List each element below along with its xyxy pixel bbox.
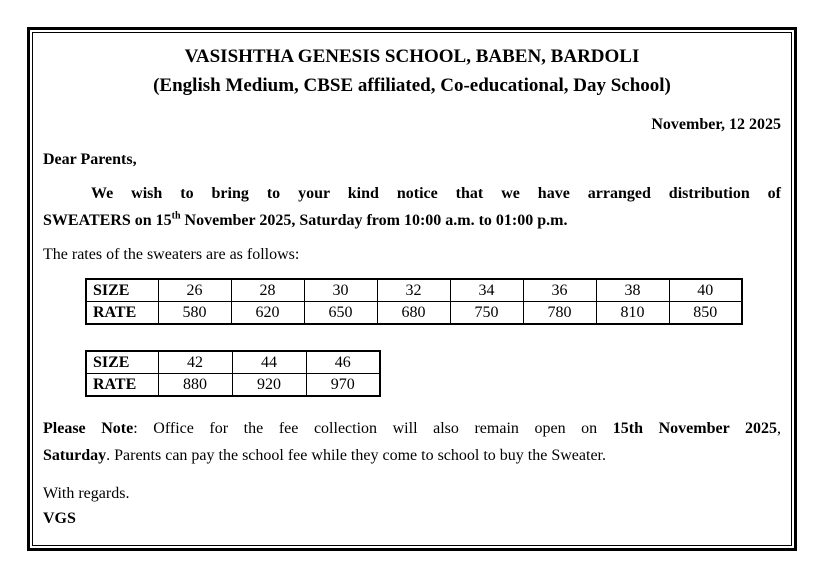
- size-cell: 42: [158, 351, 232, 374]
- table-row: [86, 351, 380, 374]
- rate-table-sizes-26-40: [85, 278, 743, 325]
- table-row: [86, 374, 380, 397]
- closing: With regards.: [43, 485, 130, 502]
- rate-cell: 750: [450, 302, 523, 325]
- signature: VGS: [43, 510, 76, 527]
- rates-intro: The rates of the sweaters are as follows:: [43, 246, 300, 263]
- note-text-2: . Parents can pay the school fee while they come to school to buy the Sweater.: [106, 447, 606, 464]
- rate-cell: 970: [306, 374, 380, 397]
- size-cell: 34: [450, 279, 523, 302]
- note-line-1: [43, 415, 781, 442]
- intro-line-2: [43, 207, 781, 234]
- rate-table-sizes-42-46: [85, 350, 381, 397]
- note-text-1: : Office for the fee collection will also remain open on: [133, 420, 613, 437]
- rate-cell: 580: [158, 302, 231, 325]
- note-comma: ,: [777, 420, 781, 437]
- note-paragraph: [43, 415, 781, 469]
- page-double-border: [27, 27, 797, 551]
- size-cell: 26: [158, 279, 231, 302]
- intro-line-1: [43, 180, 781, 207]
- ordinal-superscript: th: [171, 210, 181, 222]
- rate-cell: 650: [304, 302, 377, 325]
- rate-cell: 620: [231, 302, 304, 325]
- rate-cell: 680: [377, 302, 450, 325]
- intro-text-2: SWEATERS on 15: [43, 212, 172, 229]
- rate-cell: 920: [232, 374, 306, 397]
- school-name: VASISHTHA GENESIS SCHOOL, BABEN, BARDOLI: [184, 46, 640, 67]
- size-cell: 44: [232, 351, 306, 374]
- size-cell: 30: [304, 279, 377, 302]
- size-cell: 28: [231, 279, 304, 302]
- note-date: 15th November 2025: [612, 420, 777, 437]
- row-header: RATE: [86, 374, 158, 397]
- school-description: (English Medium, CBSE affiliated, Co-educational, Day School): [153, 75, 671, 96]
- size-cell: 46: [306, 351, 380, 374]
- table-row: [86, 279, 742, 302]
- rate-cell: 780: [523, 302, 596, 325]
- row-header: SIZE: [86, 351, 158, 374]
- note-label: Please Note: [43, 420, 134, 437]
- table-row: [86, 302, 742, 325]
- row-header: RATE: [86, 302, 158, 325]
- salutation: Dear Parents,: [43, 151, 137, 168]
- rate-cell: 810: [596, 302, 669, 325]
- row-header: SIZE: [86, 279, 158, 302]
- size-cell: 32: [377, 279, 450, 302]
- rate-cell: 850: [669, 302, 742, 325]
- size-cell: 36: [523, 279, 596, 302]
- intro-text-1: We wish to bring to your kind notice that we have arranged distribution of: [91, 185, 781, 202]
- notice-date: November, 12 2025: [651, 116, 781, 133]
- size-cell: 40: [669, 279, 742, 302]
- rate-cell: 880: [158, 374, 232, 397]
- intro-paragraph: [43, 180, 781, 234]
- note-line-2: [43, 442, 781, 469]
- notice-content: [32, 32, 792, 546]
- note-day: Saturday: [43, 447, 107, 464]
- size-cell: 38: [596, 279, 669, 302]
- intro-text-3: November 2025, Saturday from 10:00 a.m. to 01:00 p.m.: [180, 212, 568, 229]
